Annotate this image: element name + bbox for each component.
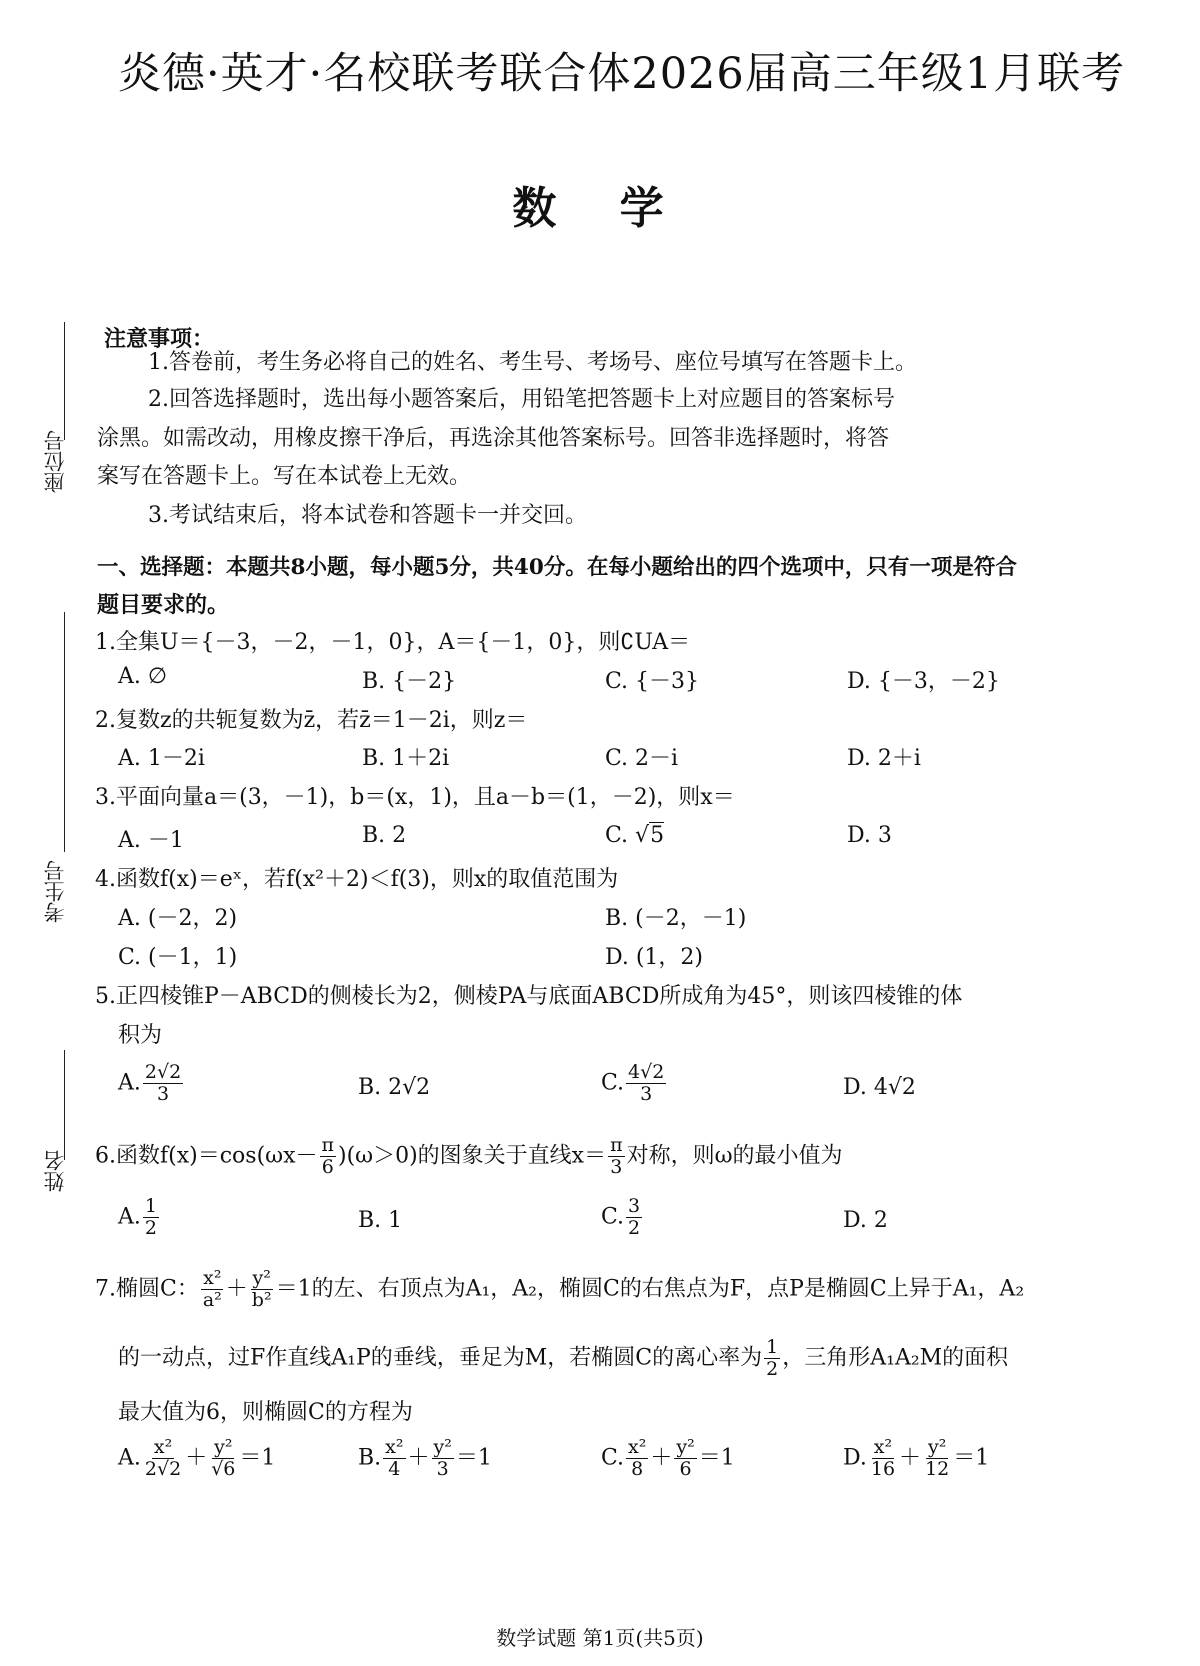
seat-line [64,322,65,440]
q7-stem-b1: 的一动点，过F作直线A₁P的垂线，垂足为M，若椭圆C的离心率为 [118,1345,763,1371]
notice-item-3: 3.考试结束后，将本试卷和答题卡一并交回。 [148,503,587,528]
q5-c-denominator: 3 [640,1082,653,1105]
q7-plus: ＋ [225,1276,248,1302]
q7-a2: a² [202,1288,222,1311]
seat-label: 座位号 [43,430,67,493]
q7-stem-a1: 7.椭圆C： [95,1276,199,1302]
q7-d-den1: 16 [870,1457,896,1480]
q5-stem: 5.正四棱锥P－ABCD的侧棱长为2，侧棱PA与底面ABCD所成角为45°，则该四棱锥的体 [95,984,963,1009]
q7-d-den2: 12 [925,1457,950,1480]
notice-item-1: 1.答卷前，考生务必将自己的姓名、考生号、考场号、座位号填写在答题卡上。 [148,350,917,375]
q6-stem-b: )(ω＞0)的图象关于直线x＝ [338,1143,607,1169]
q7-a-plus: ＋ [185,1445,208,1471]
q4-option-c: C. (－1，1) [118,945,238,970]
q7-d-plus: ＋ [899,1445,922,1471]
q7-c-den2: 6 [679,1457,692,1480]
q7-a-y2: y² [214,1436,233,1458]
q6-option-a [118,1196,161,1239]
q7-b-prefix: B. [358,1445,382,1471]
q6-stem-c: 对称，则ω的最小值为 [626,1143,843,1169]
q2-option-a: A. 1－2i [118,746,205,771]
page-footer: 数学试题 第1页(共5页) [496,1626,704,1650]
sqrt-sign: √ [635,823,650,848]
q3-option-c-prefix: C. [605,823,636,848]
q7-c-plus: ＋ [650,1445,673,1471]
q6-frac-pi3 [608,1135,625,1178]
q1-option-a: A. ∅ [118,664,168,689]
notice-item-2c: 案写在答题卡上。写在本试卷上无效。 [97,464,472,489]
q5-a-fraction [143,1062,183,1105]
q7-b-x2: x² [385,1436,404,1458]
q7-d-eq: ＝1 [953,1445,990,1471]
q6-a-numerator: 1 [144,1195,157,1217]
q7-c-eq: ＝1 [698,1445,735,1471]
q7-half-den: 2 [766,1357,779,1380]
q6-option-d: D. 2 [843,1208,888,1233]
q6-c-fraction [626,1196,642,1239]
q5-a-denominator: 3 [156,1082,170,1105]
q6-stem [95,1135,843,1178]
q6-six: 6 [321,1155,334,1178]
q6-option-b: B. 1 [358,1208,403,1233]
q5-option-b: B. 2√2 [358,1075,431,1100]
q7-b2: b² [251,1288,272,1311]
q7-half-num: 1 [766,1336,779,1358]
q7-b-frac1 [383,1437,405,1480]
q6-option-c [601,1196,644,1239]
q7-stem-line3: 最大值为6，则椭圆C的方程为 [118,1400,413,1425]
q7-b-den2: 3 [436,1457,449,1480]
q4-stem: 4.函数f(x)＝eˣ，若f(x²＋2)＜f(3)，则x的取值范围为 [95,867,619,892]
q7-a-den2: √6 [211,1457,236,1480]
q3-option-d: D. 3 [847,823,892,848]
q6-pi: π [321,1134,334,1156]
q7-half [764,1337,780,1380]
q7-c-frac2 [674,1437,696,1480]
name-label: 姓名 [43,1150,67,1192]
q6-c-prefix: C. [601,1204,625,1230]
notice-item-2a: 2.回答选择题时，选出每小题答案后，用铅笔把答题卡上对应题目的答案标号 [148,387,895,412]
q7-c-prefix: C. [601,1445,625,1471]
q6-a-prefix: A. [118,1204,141,1230]
section-heading: 一、选择题：本题共8小题，每小题5分，共40分。在每小题给出的四个选项中，只有一项是符合 [97,555,1017,580]
subject-title: 数 学 [512,183,688,234]
q7-x2: x² [203,1267,222,1289]
q6-a-fraction [143,1196,159,1239]
q4-option-a: A. (－2，2) [118,906,238,931]
q7-stem-b2: ，三角形A₁A₂M的面积 [782,1345,1009,1371]
q5-option-a [118,1062,185,1105]
q6-c-numerator: 3 [628,1195,641,1217]
q2-option-c: C. 2－i [605,746,679,771]
q7-a-prefix: A. [118,1445,141,1471]
q5-option-c [601,1062,668,1105]
q5-c-numerator: 4√2 [628,1061,665,1083]
q6-c-denominator: 2 [628,1216,641,1239]
q6-stem-a: 6.函数f(x)＝cos(ωx－ [95,1143,318,1169]
exam-no-line [64,612,65,852]
q3-option-a: A. －1 [118,828,184,853]
q7-stem [95,1268,1024,1311]
q7-b-y2: y² [433,1436,452,1458]
q7-c-x2: x² [628,1436,647,1458]
exam-no-label: 考生号 [43,860,67,923]
q7-b-den1: 4 [388,1457,401,1480]
q7-c-y2: y² [676,1436,695,1458]
q7-option-c [601,1437,735,1480]
q7-b-plus: ＋ [407,1445,430,1471]
q7-a-frac2 [209,1437,237,1480]
q2-option-d: D. 2＋i [847,746,921,771]
section-heading-cont: 题目要求的。 [97,592,230,618]
q7-y2: y² [252,1267,271,1289]
q4-option-b: B. (－2，－1) [605,906,747,931]
q7-frac-x [201,1268,224,1311]
q7-d-y2: y² [927,1436,947,1458]
q7-d-frac2 [923,1437,951,1480]
q1-option-d: D. {－3，－2} [847,669,1000,694]
q5-option-d: D. 4√2 [843,1075,916,1100]
q1-option-c: C. {－3} [605,669,700,694]
q7-b-eq: ＝1 [455,1445,492,1471]
q5-c-prefix: C. [601,1070,625,1096]
q6-three: 3 [610,1155,623,1178]
q2-stem: 2.复数z的共轭复数为z̄，若z̄＝1－2i，则z＝ [95,708,528,733]
q5-stem-cont: 积为 [118,1023,163,1048]
q6-frac-pi6 [320,1135,337,1178]
q3-option-c [605,823,664,848]
q7-option-b [358,1437,492,1480]
q7-a-frac1 [143,1437,183,1480]
notice-heading: 注意事项： [104,326,215,352]
q7-d-prefix: D. [843,1445,867,1471]
q3-option-c-radicand: 5 [650,823,665,848]
q6-a-denominator: 2 [144,1216,157,1239]
q1-option-b: B. {－2} [362,669,457,694]
q5-a-prefix: A. [118,1070,141,1096]
q6-pi-2: π [610,1134,623,1156]
name-line [64,1050,65,1160]
q2-option-b: B. 1＋2i [362,746,450,771]
q7-stem-a2: ＝1的左、右顶点为A₁，A₂，椭圆C的右焦点为F，点P是椭圆C上异于A₁，A₂ [275,1276,1025,1302]
notice-item-2b: 涂黑。如需改动，用橡皮擦干净后，再选涂其他答案标号。回答非选择题时，将答 [97,426,890,451]
q5-a-numerator: 2√2 [144,1061,182,1083]
q1-stem: 1.全集U＝{－3，－2，－1，0}，A＝{－1，0}，则∁UA＝ [95,630,691,655]
q3-option-b: B. 2 [362,823,407,848]
q4-option-d: D. (1，2) [605,945,704,970]
q5-c-fraction [626,1062,666,1105]
q7-a-den1: 2√2 [144,1457,182,1480]
q7-option-d [843,1437,989,1480]
q7-frac-y [250,1268,274,1311]
q7-a-x2: x² [153,1436,173,1458]
q7-c-frac1 [626,1437,648,1480]
q7-d-frac1 [869,1437,897,1480]
q7-d-x2: x² [873,1436,893,1458]
q7-b-frac2 [432,1437,454,1480]
q7-a-eq: ＝1 [239,1445,276,1471]
q3-stem: 3.平面向量a＝(3，－1)，b＝(x，1)，且a－b＝(1，－2)，则x＝ [95,785,735,810]
q7-stem-line2 [118,1337,1008,1380]
q7-option-a [118,1437,275,1480]
exam-title: 炎德·英才·名校联考联合体2026届高三年级1月联考 [118,49,1126,99]
q7-c-den1: 8 [631,1457,644,1480]
